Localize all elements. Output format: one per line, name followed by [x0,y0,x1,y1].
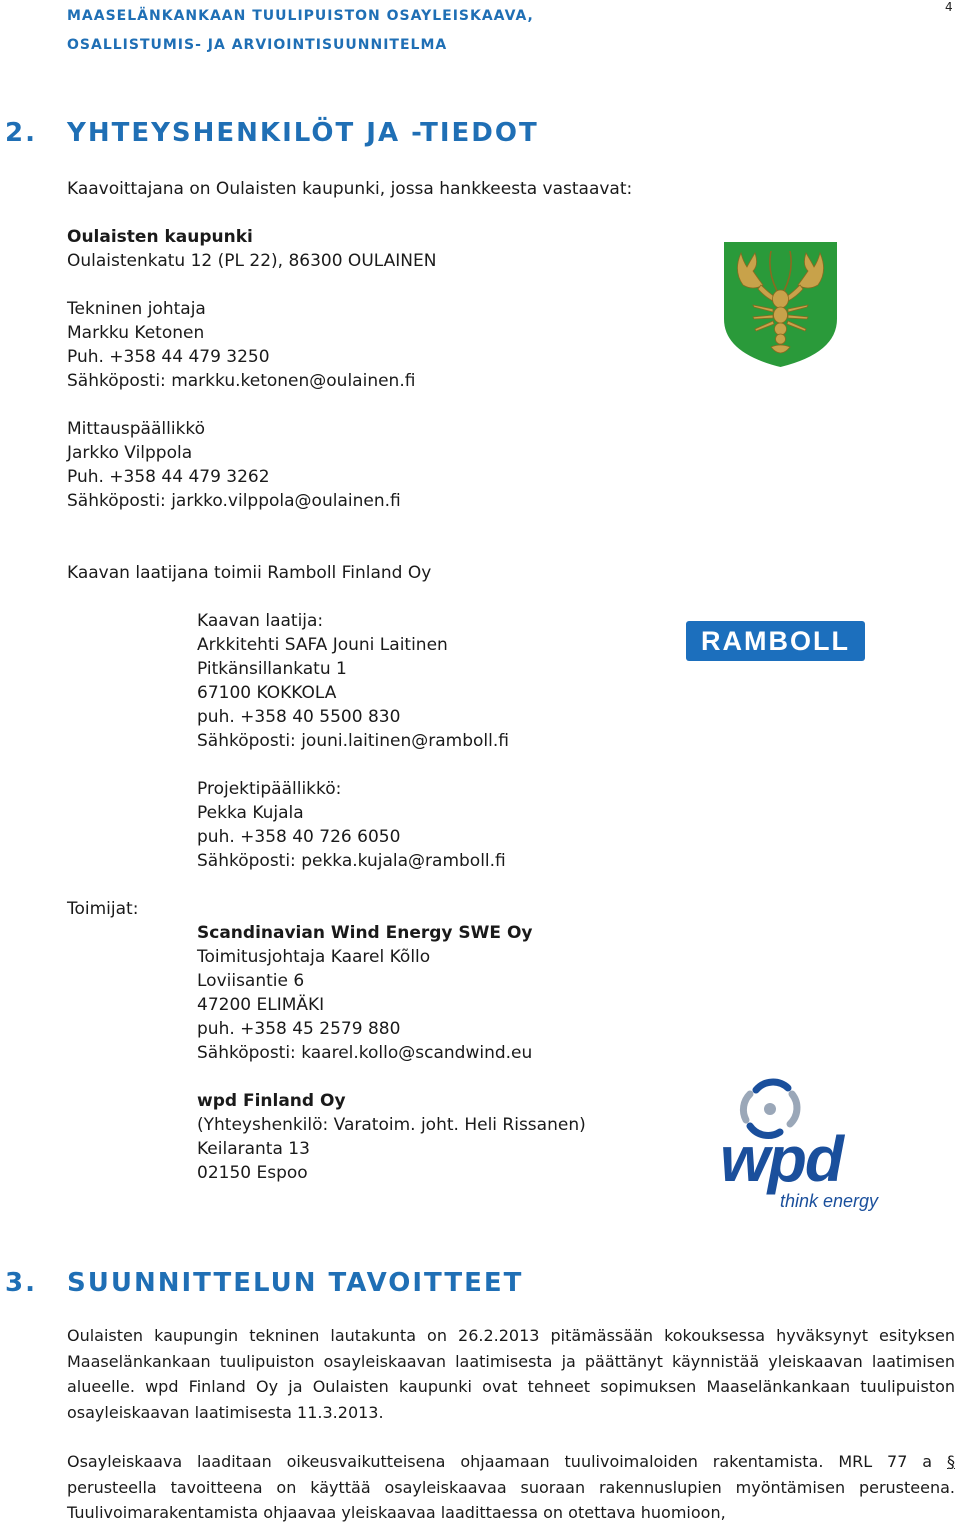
actors-label: Toimijat: [67,899,139,919]
planner-phone: puh. +358 40 5500 830 [197,707,401,727]
actor1-email[interactable]: Sähköposti: kaarel.kollo@scandwind.eu [197,1043,533,1063]
actor2-person: (Yhteyshenkilö: Varatoim. joht. Heli Rissanen) [197,1115,586,1135]
wpd-logo [718,1072,888,1214]
planner-label: Kaavan laatija: [197,611,324,631]
section3-paragraph2-part1: Osayleiskaava laaditaan oikeusvaikutteisena ohjaamaan tuulivoimaloiden rakentamista. MRL 77 a [67,1452,933,1471]
pm-phone: puh. +358 40 726 6050 [197,827,401,847]
contact2-phone: Puh. +358 44 479 3262 [67,467,270,487]
section2-title: YHTEYSHENKILÖT JA -TIEDOT [67,118,539,148]
page-number: 4 [945,0,953,14]
contact2-role: Mittauspäällikkö [67,419,206,439]
section2-intro: Kaavoittajana on Oulaisten kaupunki, jossa hankkeesta vastaavat: [67,179,633,199]
actor1-city: 47200 ELIMÄKI [197,995,325,1015]
section-symbol: § [947,1452,955,1471]
section3-paragraph1: Oulaisten kaupungin tekninen lautakunta on 26.2.2013 pitämässään kokouksessa hyväksynyt esityksen Maaselänkankaan tuulipuiston osayleiskaavan laatimisesta ja päättänyt käynnistää yleiskaavan laatimisen alueelle. wpd Finland Oy ja Oulaisten kaupunki ovat tehneet sopimuksen Maaselänkankaan tuulipuiston osayleiskaavan laatimisesta 11.3.2013. [67,1326,955,1422]
contact1-role: Tekninen johtaja [67,299,206,319]
planner-intro: Kaavan laatijana toimii Ramboll Finland Oy [67,563,432,583]
actor1-street: Loviisantie 6 [197,971,305,991]
contact1-phone: Puh. +358 44 479 3250 [67,347,270,367]
planner-name: Arkkitehti SAFA Jouni Laitinen [197,635,448,655]
actor2-name: wpd Finland Oy [197,1091,346,1111]
contact1-email[interactable]: Sähköposti: markku.ketonen@oulainen.fi [67,371,416,391]
wpd-tagline: think energy [780,1191,879,1211]
section3-number: 3. [5,1268,37,1298]
org-address: Oulaistenkatu 12 (PL 22), 86300 OULAINEN [67,251,437,271]
planner-email[interactable]: Sähköposti: jouni.laitinen@ramboll.fi [197,731,509,751]
contact2-name: Jarkko Vilppola [67,443,193,463]
contact1-name: Markku Ketonen [67,323,205,343]
section3-title: SUUNNITTELUN TAVOITTEET [67,1268,524,1298]
contact2-email[interactable]: Sähköposti: jarkko.vilppola@oulainen.fi [67,491,401,511]
pm-email[interactable]: Sähköposti: pekka.kujala@ramboll.fi [197,851,506,871]
wpd-wordmark: wpd [720,1123,842,1195]
section3-paragraph2 [67,1449,955,1526]
actor1-name: Scandinavian Wind Energy SWE Oy [197,923,533,943]
actor2-street: Keilaranta 13 [197,1139,310,1159]
pm-name: Pekka Kujala [197,803,304,823]
oulainen-coat-of-arms-icon [723,241,838,368]
section2-number: 2. [5,118,37,148]
running-header-line2: OSALLISTUMIS- JA ARVIOINTISUUNNITELMA [67,37,448,53]
planner-city: 67100 KOKKOLA [197,683,337,703]
actor1-person: Toimitusjohtaja Kaarel Kõllo [197,947,431,967]
planner-street: Pitkänsillankatu 1 [197,659,347,679]
section3-paragraph2-part2: perusteella tavoitteena on käyttää osayleiskaavaa suoraan rakennuslupien myöntämisen perusteena. Tuulivoimarakentamista ohjaavaa yleiskaavaa laadittaessa on otettava huomioon, [67,1477,955,1522]
org-name: Oulaisten kaupunki [67,227,253,247]
ramboll-logo: RAMBOLL [686,621,865,661]
pm-label: Projektipäällikkö: [197,779,342,799]
running-header-line1: MAASELÄNKANKAAN TUULIPUISTON OSAYLEISKAAVA, [67,8,534,24]
actor2-city: 02150 Espoo [197,1163,308,1183]
actor1-phone: puh. +358 45 2579 880 [197,1019,401,1039]
